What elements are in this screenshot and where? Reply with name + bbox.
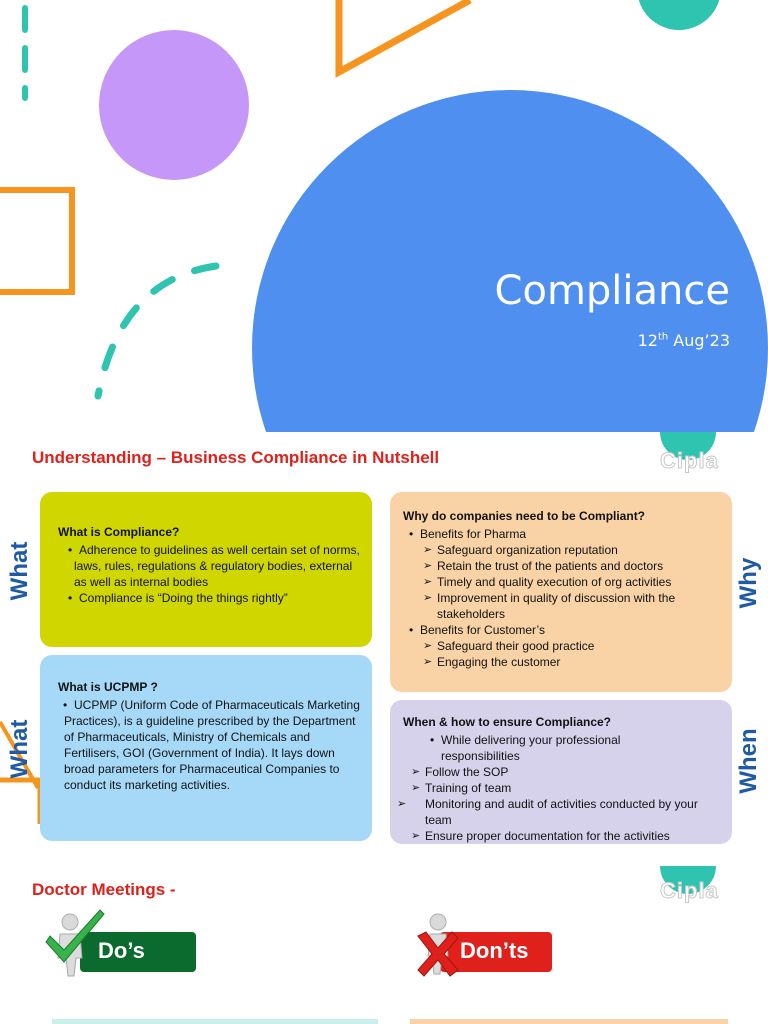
list-item: ➢ Monitoring and audit of activities conducted by your team	[411, 796, 715, 828]
label-what-top: What	[6, 541, 33, 601]
title-slide-decoration	[0, 0, 768, 432]
list-item: ➢ Safeguard organization reputation	[437, 542, 722, 558]
list-item: • Benefits for Customer’s	[420, 622, 722, 638]
teal-dashed-arc	[98, 266, 216, 396]
list-item: • Compliance is “Doing the things rightly”	[74, 590, 362, 606]
list-item: • While delivering your professional responsibilities	[441, 732, 681, 764]
orange-strip-shape	[410, 1019, 728, 1024]
slide-date	[500, 331, 730, 350]
donts-label: Don’ts	[460, 938, 529, 963]
list-item: ➢ Ensure proper documentation for the activities	[425, 828, 722, 844]
compliance-nutshell-slide	[0, 432, 768, 866]
list-item: ➢ Retain the trust of the patients and doctors	[437, 558, 722, 574]
box-heading: Why do companies need to be Compliant?	[403, 509, 646, 523]
slide-heading: Doctor Meetings -	[32, 880, 176, 899]
box-heading: What is Compliance?	[58, 525, 180, 539]
list-item: • Benefits for Pharma	[420, 526, 722, 542]
label-why: Why	[735, 557, 762, 609]
cipla-logo: Cipla	[660, 878, 719, 903]
list-item: ➢ Engaging the customer	[437, 654, 722, 670]
teal-circle-shape	[637, 0, 721, 30]
figure-with-checkmark-icon	[44, 906, 108, 978]
list-item	[437, 590, 717, 622]
list-item-text: ➢ Improvement in quality of discussion with the stakeholders	[437, 591, 676, 621]
doctor-meetings-slide	[0, 866, 768, 1024]
title-slide	[0, 0, 768, 432]
orange-square-shape	[0, 190, 72, 292]
list-item: • Adherence to guidelines as well certain set of norms, laws, rules, regulations & regulatory bodies, external as well as internal bodies	[74, 542, 362, 590]
list-item: • UCPMP (Uniform Code of Pharmaceuticals Marketing Practices), is a guideline prescribed by the Department of Pharmaceuticals, Ministry of Chemicals and Fertilisers, GOI (Government of India). It lays down broad parameters for Pharmaceutical Companies to conduct its marketing activities.	[64, 697, 362, 793]
list-item: ➢ Timely and quality execution of org activities	[437, 574, 722, 590]
figure-with-cross-icon	[412, 910, 464, 978]
what-is-compliance-box	[40, 492, 372, 647]
teal-strip-shape	[52, 1019, 378, 1024]
box-heading: What is UCPMP ?	[58, 680, 158, 694]
why-compliant-box	[390, 492, 732, 692]
when-compliance-box	[390, 700, 732, 844]
purple-circle-shape	[99, 30, 249, 180]
slide-title: Compliance	[494, 268, 730, 314]
date-day: 12	[637, 331, 658, 350]
what-is-ucpmp-box	[40, 655, 372, 841]
slide-heading: Understanding – Business Compliance in Nutshell	[32, 448, 440, 467]
dos-label: Do’s	[98, 938, 145, 963]
orange-triangle-shape	[339, 0, 470, 72]
blue-circle-shape	[252, 90, 768, 432]
list-item: ➢ Safeguard their good practice	[437, 638, 722, 654]
date-month-year: Aug’23	[668, 331, 730, 350]
list-item: ➢ Training of team	[425, 780, 722, 796]
box-heading: When & how to ensure Compliance?	[403, 715, 612, 729]
date-suffix: th	[657, 331, 669, 343]
cipla-logo: Cipla	[660, 448, 719, 473]
label-when: When	[735, 728, 762, 794]
list-item: ➢ Follow the SOP	[425, 764, 722, 780]
label-what-bottom: What	[6, 719, 33, 779]
